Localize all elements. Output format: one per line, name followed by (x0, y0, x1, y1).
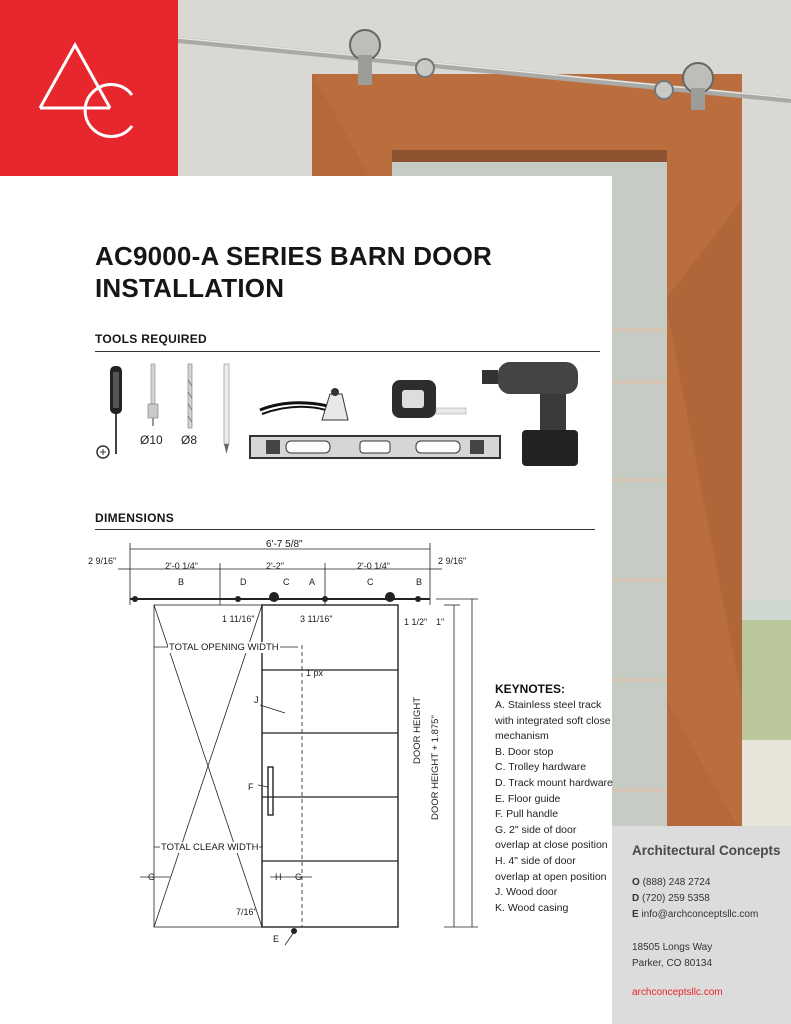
tape-measure-icon (392, 380, 466, 418)
dimensions-divider (95, 529, 595, 530)
callout-b-right: B (416, 577, 423, 587)
chalk-line-icon (260, 388, 348, 420)
keynote-item: K. Wood casing (495, 901, 569, 914)
ac-logo-mark (0, 0, 178, 176)
drill-bit-8-icon (188, 364, 192, 428)
page-title: AC9000-A SERIES BARN DOOR INSTALLATION (95, 241, 493, 303)
d1-dim-label: 1 11/16" (222, 614, 255, 624)
tools-illustration (90, 360, 610, 470)
keynote-item: C. Trolley hardware (495, 761, 587, 774)
callout-j: J (254, 695, 259, 705)
callout-f: F (248, 782, 254, 792)
email[interactable]: E info@archconceptsllc.com (632, 909, 759, 920)
screwdriver-icon (97, 366, 122, 458)
d2-dim-label: 3 11/16" (300, 614, 333, 624)
seg-right-dim-label: 2'-0 1/4" (357, 561, 390, 571)
office-phone: O (888) 248 2724 (632, 877, 711, 888)
keynote-item: D. Track mount hardware (495, 776, 613, 789)
seg-mid-dim-label: 2'-2" (266, 561, 284, 571)
d3-dim-label: 1 1/2" (404, 617, 428, 627)
clear-width-label: TOTAL CLEAR WIDTH (161, 842, 259, 853)
keynotes-heading: KEYNOTES: (495, 682, 566, 696)
px-label: 1 px (306, 668, 324, 678)
d4-dim-label: 1" (436, 617, 445, 627)
callout-a: A (309, 577, 316, 587)
door-height-plus-label: DOOR HEIGHT + 1.875" (430, 715, 441, 820)
right-end-dim-label: 2 9/16" (438, 556, 467, 566)
tools-heading: TOOLS REQUIRED (95, 332, 207, 346)
website-link[interactable]: archconceptsllc.com (632, 987, 723, 998)
callout-c-left: C (283, 577, 290, 587)
callout-g-left: G (148, 872, 156, 882)
company-logo (0, 0, 178, 176)
door-height-label: DOOR HEIGHT (412, 696, 423, 764)
dimension-drawing (80, 535, 490, 950)
callout-c-right: C (367, 577, 374, 587)
overall-dim-label: 6'-7 5/8" (266, 539, 303, 550)
keynote-item: E. Floor guide (495, 792, 561, 805)
company-name: Architectural Concepts (632, 843, 781, 858)
seg-left-dim-label: 2'-0 1/4" (165, 561, 198, 571)
keynote-item: H. 4" side of door overlap at open position (495, 854, 607, 883)
dimensions-heading: DIMENSIONS (95, 511, 175, 525)
callout-g-right: G (295, 872, 303, 882)
keynote-item: F. Pull handle (495, 808, 559, 821)
bit-10-label: Ø10 (140, 433, 163, 447)
drill-bit-10-icon (148, 364, 158, 426)
keynote-item: J. Wood door (495, 886, 558, 899)
callout-e: E (273, 934, 280, 944)
pencil-icon (224, 364, 229, 454)
keynotes-list (495, 698, 613, 916)
tools-divider (95, 351, 600, 352)
address-line-2: Parker, CO 80134 (632, 958, 713, 969)
keynote-item: A. Stainless steel track with integrated soft close mechanism (495, 699, 611, 743)
spirit-level-icon (250, 436, 500, 458)
address-line-1: 18505 Longs Way (632, 942, 713, 953)
left-end-dim-label: 2 9/16" (88, 556, 117, 566)
callout-d: D (240, 577, 247, 587)
callout-h: H (275, 872, 282, 882)
opening-width-label: TOTAL OPENING WIDTH (169, 642, 279, 653)
callout-b-left: B (178, 577, 185, 587)
bit-8-label: Ø8 (181, 433, 198, 447)
keynote-item: B. Door stop (495, 745, 554, 758)
keynote-item: G. 2" side of door overlap at close position (495, 823, 608, 852)
d5-dim-label: 7/16" (236, 907, 257, 917)
direct-phone: D (720) 259 5358 (632, 893, 710, 904)
